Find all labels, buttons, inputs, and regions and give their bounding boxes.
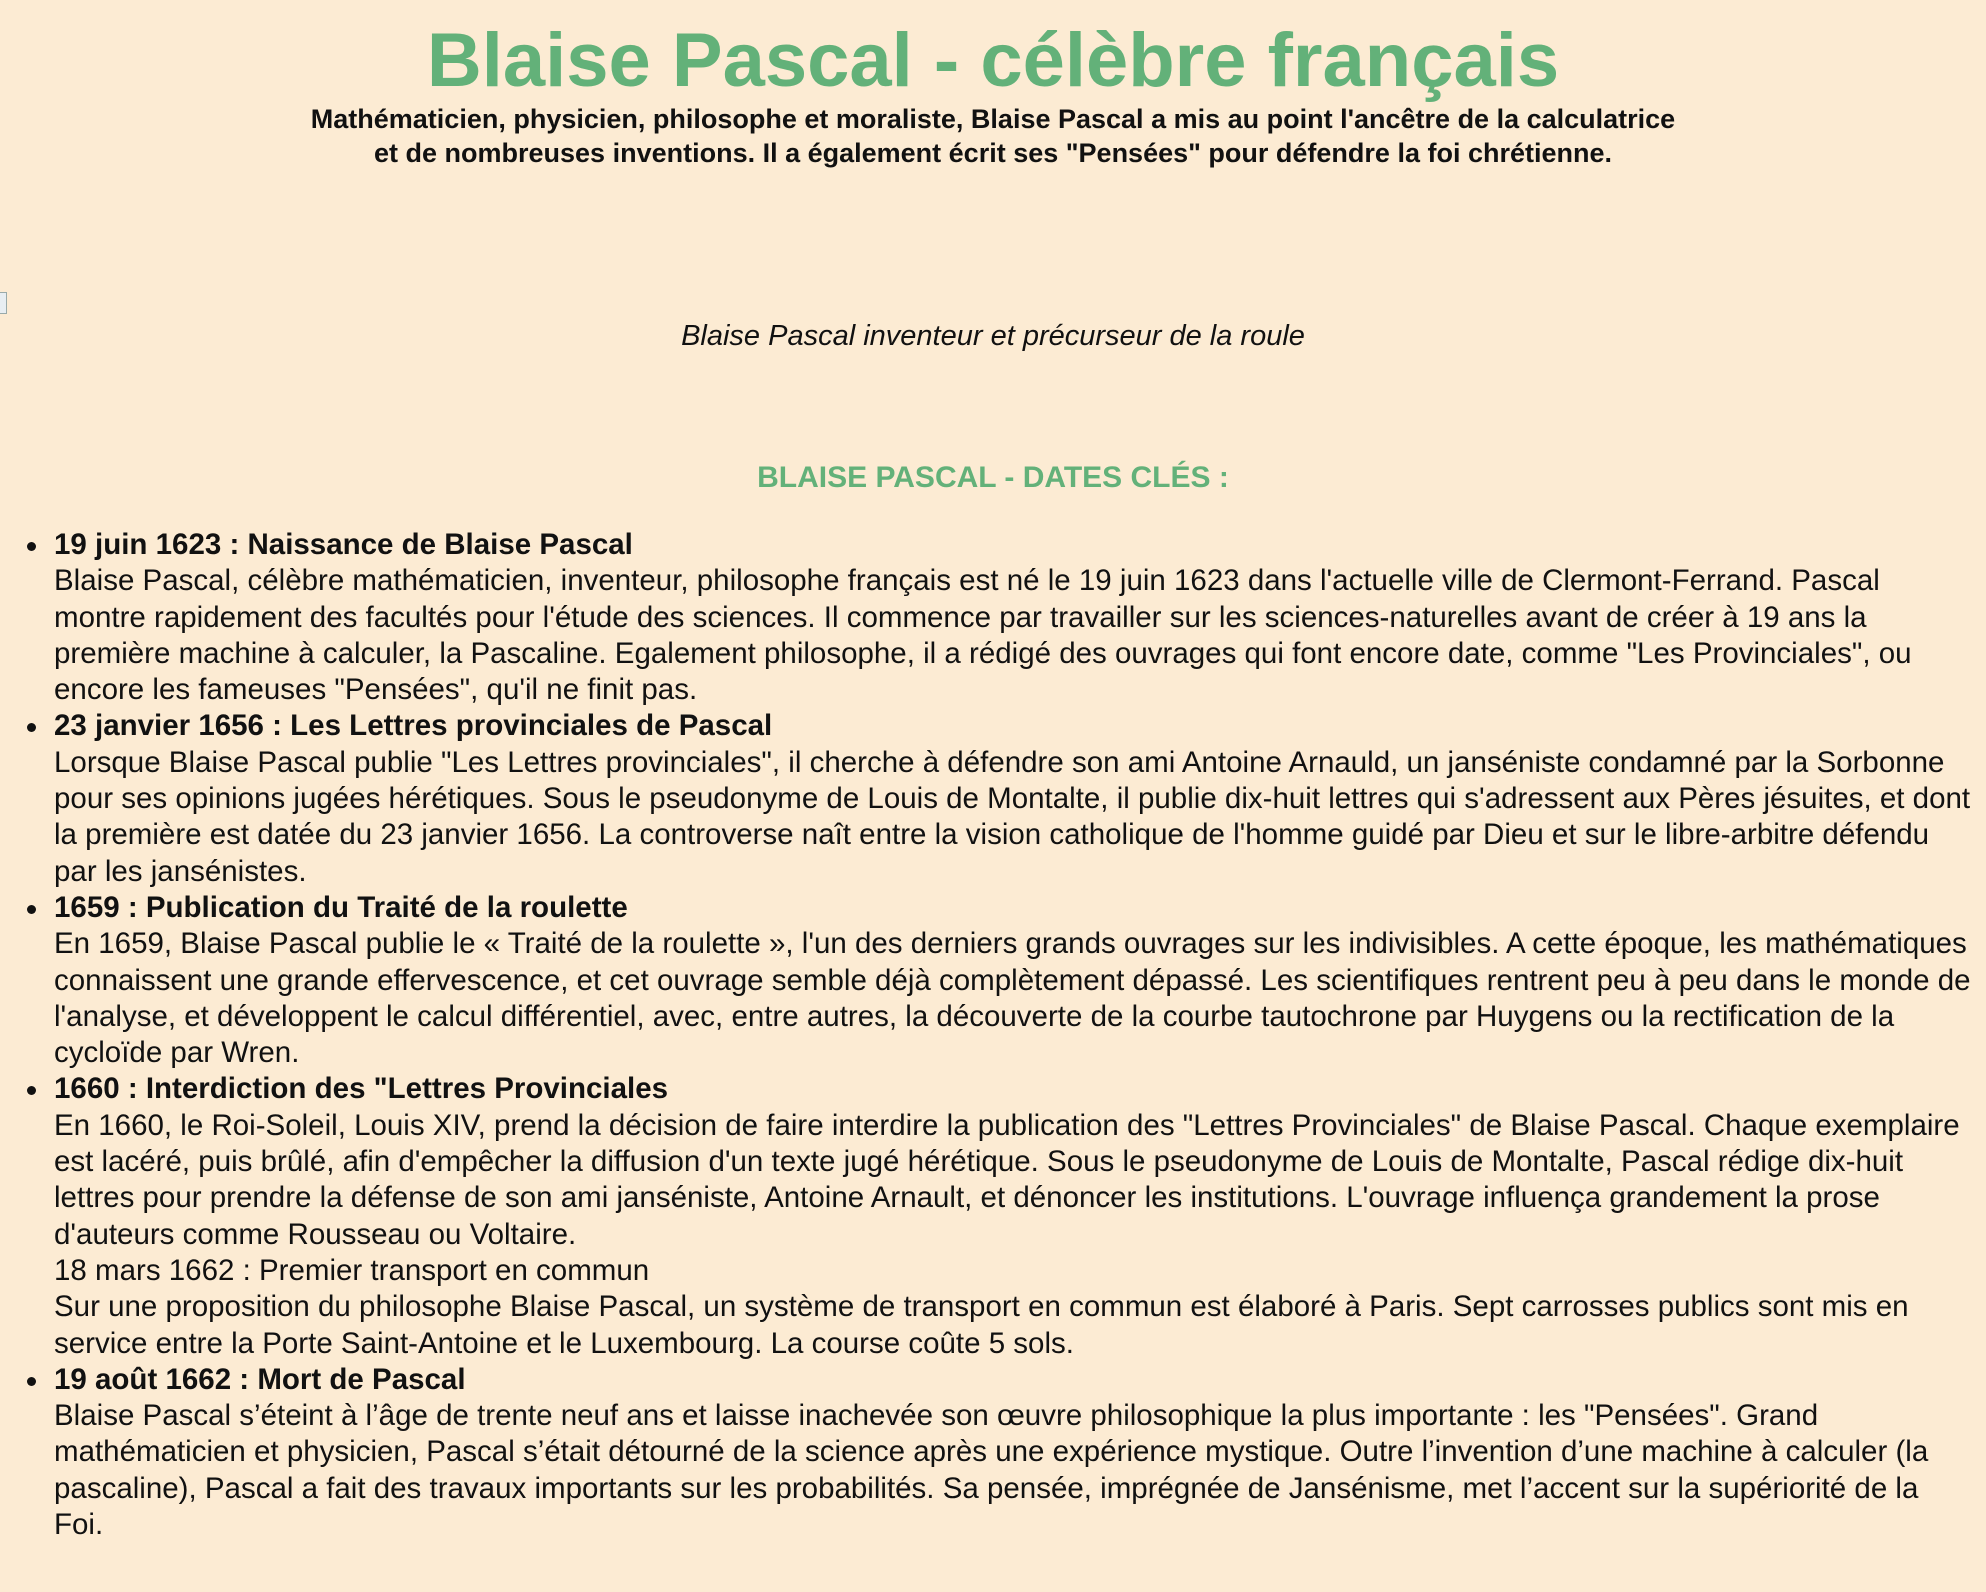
- intro-text: Mathématicien, physicien, philosophe et moraliste, Blaise Pascal a mis au point l'ancêtre de la calculatrice et de nombreuses inventions. Il a également écrit ses "Pensées" pour défendre la foi chrétienne.: [310, 104, 1676, 168]
- timeline-list: [25, 527, 1975, 1543]
- timeline-item-text: Lorsque Blaise Pascal publie "Les Lettres provinciales", il cherche à défendre son ami Antoine Arnauld, un janséniste condamné par la Sorbonne pour ses opinions jugées hérétiques. Sous le pseudonyme de Louis de Montalte, il publie dix-huit lettres qui s'adressent aux Pères jésuites, et dont la première est datée du 23 janvier 1656. La controverse naît entre la vision catholique de l'homme guidé par Dieu et sur le libre-arbitre défendu par les jansénistes.: [54, 745, 1971, 888]
- bullet-icon: [27, 1377, 36, 1386]
- timeline-item-text: Blaise Pascal, célèbre mathématicien, inventeur, philosophe français est né le 19 juin 1623 dans l'actuelle ville de Clermont-Ferrand. Pascal montre rapidement des facultés pour l'étude des sciences. Il commence par travailler sur les sciences-naturelles avant de créer à 19 ans la première machine à calculer, la Pascaline. Egalement philosophe, il a rédigé des ouvrages qui font encore date, comme "Les Provinciales", ou encore les fameuses "Pensées", qu'il ne finit pas.: [54, 564, 1912, 707]
- timeline-item-title: 23 janvier 1656 : Les Lettres provinciales de Pascal: [54, 709, 773, 743]
- timeline-item-subtext: Sur une proposition du philosophe Blaise Pascal, un système de transport en commun est élaboré à Paris. Sept carrosses publics sont mis en service entre la Porte Saint-Antoine et le Luxembourg. La course coûte 5 sols.: [54, 1290, 1909, 1360]
- broken-image-icon: [0, 292, 7, 314]
- timeline-item-text: Blaise Pascal s’éteint à l’âge de trente neuf ans et laisse inachevée son œuvre philosophique la plus importante : les "Pensées". Grand mathématicien et physicien, Pascal s’était détourné de la science après une expérience mystique. Outre l’invention d’une machine à calculer (la pascaline), Pascal a fait des travaux importants sur les probabilités. Sa pensée, imprégnée de Jansénisme, met l’accent sur la supériorité de la Foi.: [54, 1399, 1929, 1542]
- timeline-item-subtitle: 18 mars 1662 : Premier transport en commun: [54, 1253, 650, 1287]
- bullet-icon: [27, 542, 36, 551]
- timeline-item-1659: [25, 890, 1975, 1071]
- bullet-icon: [27, 723, 36, 732]
- timeline-item-text: En 1659, Blaise Pascal publie le « Traité de la roulette », l'un des derniers grands ouvrages sur les indivisibles. A cette époque, les mathématiques connaissent une grande effervescence, et cet ouvrage semble déjà complètement dépassé. Les scientifiques rentrent peu à peu dans le monde de l'analyse, et développent le calcul différentiel, avec, entre autres, la découverte de la courbe tautochrone par Huygens ou la rectification de la cycloïde par Wren.: [54, 927, 1971, 1070]
- timeline-item-1623: [25, 527, 1975, 708]
- timeline-item-1660: [25, 1071, 1975, 1361]
- timeline-item-1662: [25, 1362, 1975, 1543]
- image-caption: Blaise Pascal inventeur et précurseur de la roule: [681, 320, 1305, 352]
- timeline-item-1656: [25, 708, 1975, 889]
- page-title: Blaise Pascal - célèbre français: [426, 18, 1560, 103]
- timeline-item-title: 19 juin 1623 : Naissance de Blaise Pascal: [54, 528, 633, 561]
- timeline-item-text: En 1660, le Roi-Soleil, Louis XIV, prend la décision de faire interdire la publication des "Lettres Provinciales" de Blaise Pascal. Chaque exemplaire est lacéré, puis brûlé, afin d'empêcher la diffusion d'un texte jugé hérétique. Sous le pseudonyme de Louis de Montalte, Pascal rédige dix-huit lettres pour prendre la défense de son ami janséniste, Antoine Arnault, et dénoncer les institutions. L'ouvrage influença grandement la prose d'auteurs comme Rousseau ou Voltaire.: [54, 1108, 1960, 1251]
- bullet-icon: [27, 1086, 36, 1095]
- section-heading: BLAISE PASCAL - DATES CLÉS :: [757, 461, 1229, 494]
- timeline-item-title: 1659 : Publication du Traité de la roulette: [54, 890, 628, 924]
- timeline-item-title: 1660 : Interdiction des "Lettres Provinciales: [54, 1072, 669, 1106]
- timeline-item-title: 19 août 1662 : Mort de Pascal: [54, 1362, 466, 1396]
- bullet-icon: [27, 905, 36, 914]
